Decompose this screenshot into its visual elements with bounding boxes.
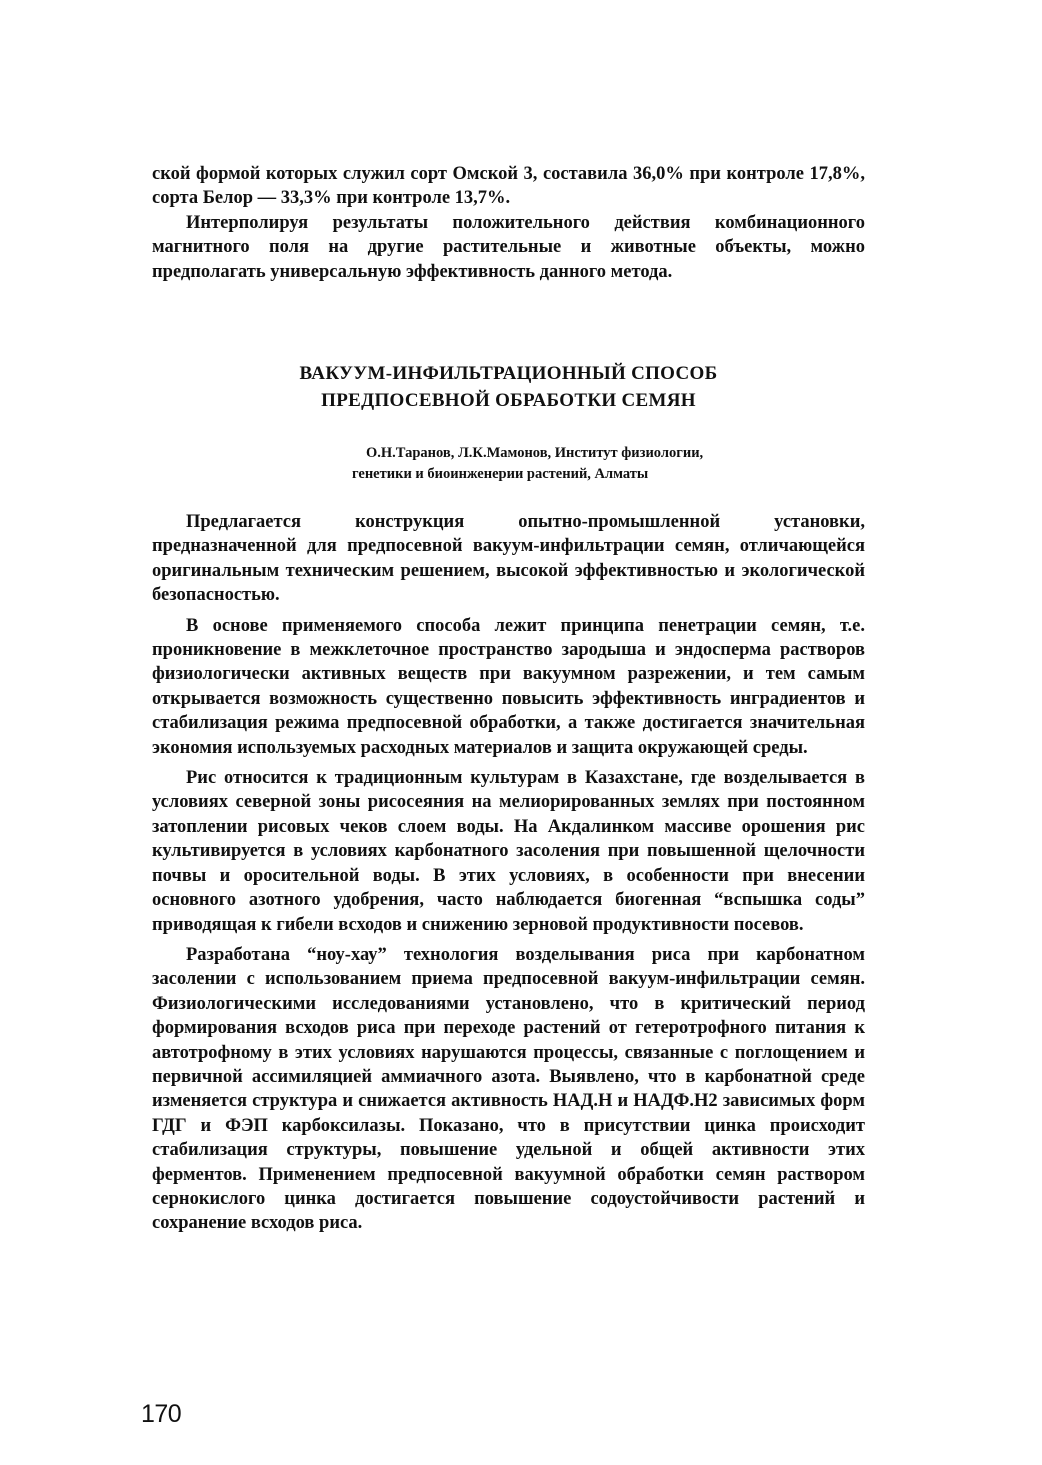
article-paragraph: Рис относится к традиционным культурам в Казахстане, где возделывается в условиях северной зоны рисосеяния на мелиорированных землях при постоянном затоплении рисовых чеков слоем воды. На Акдалинком массиве орошения рис культивируется в условиях карбонатного засоления при повышенной щелочности почвы и оросительной воды. В этих условиях, в особенности при внесении основного азотного удобрения, часто наблюдается биогенная “вспышка соды” приводящая к гибели всходов и снижению зерновой продуктивности посевов. (152, 768, 865, 935)
article-paragraph: Предлагается конструкция опытно-промышленной установки, предназначенной для предпосевной вакуум-инфильтрации семян, отличающейся оригинальным техническим решением, высокой эффективностью и экологической безопасностью. (152, 512, 865, 606)
paragraph-continuation: ской формой которых служил сорт Омской 3, составила 36,0% при контроле 17,8%, сорта Белор — 33,3% при контроле 13,7%. (152, 164, 865, 209)
article-title-line-1: ВАКУУМ-ИНФИЛЬТРАЦИОННЫЙ СПОСОБ (299, 363, 718, 384)
page-number: 170 (141, 1400, 182, 1428)
article-title (152, 360, 865, 414)
article-body (152, 510, 865, 1236)
article-title-line-2: ПРЕДПОСЕВНОЙ ОБРАБОТКИ СЕМЯН (321, 390, 696, 411)
authors-line-2: генетики и биоинженерии растений, Алматы (352, 466, 649, 482)
paragraph-conclusion: Интерполируя результаты положительного действия комбинационного магнитного поля на другие растительные и животные объекты, можно предполагать универсальную эффективность данного метода. (152, 212, 865, 282)
previous-article-ending (152, 162, 865, 284)
article-authors (352, 443, 862, 485)
authors-line-1: О.Н.Таранов, Л.К.Мамонов, Институт физиологии, (366, 445, 704, 461)
article-paragraph: Разработана “ноу-хау” технология возделывания риса при карбонатном засолении с использованием приема предпосевной вакуум-инфильтрации семян. Физиологическими исследованиями установлено, что в критический период формирования всходов риса при переходе растений от гетеротрофного питания к автотрофному в этих условиях нарушаются процессы, связанные с поглощением и первичной ассимиляцией аммиачного азота. Выявлено, что в карбонатной среде изменяется структура и снижается активность НАД.Н и НАДФ.Н2 зависимых форм ГДГ и ФЭП карбоксилазы. Показано, что в присутствии цинка происходит стабилизация структуры, повышение удельной и общей активности этих ферментов. Применением предпосевной вакуумной обработки семян раствором сернокислого цинка достигается повышение содоустойчивости растений и сохранение всходов риса. (152, 944, 865, 1234)
article-paragraph: В основе применяемого способа лежит принципа пенетрации семян, т.е. проникновение в межклеточное пространство зародыша и эндосперма растворов физиологически активных веществ при вакуумном разрежении, и тем самым открывается возможность существенно повысить эффективность инградиентов и стабилизация режима предпосевной обработки, а также достигается значительная экономия используемых расходных материалов и защита окружающей среды. (152, 615, 865, 758)
